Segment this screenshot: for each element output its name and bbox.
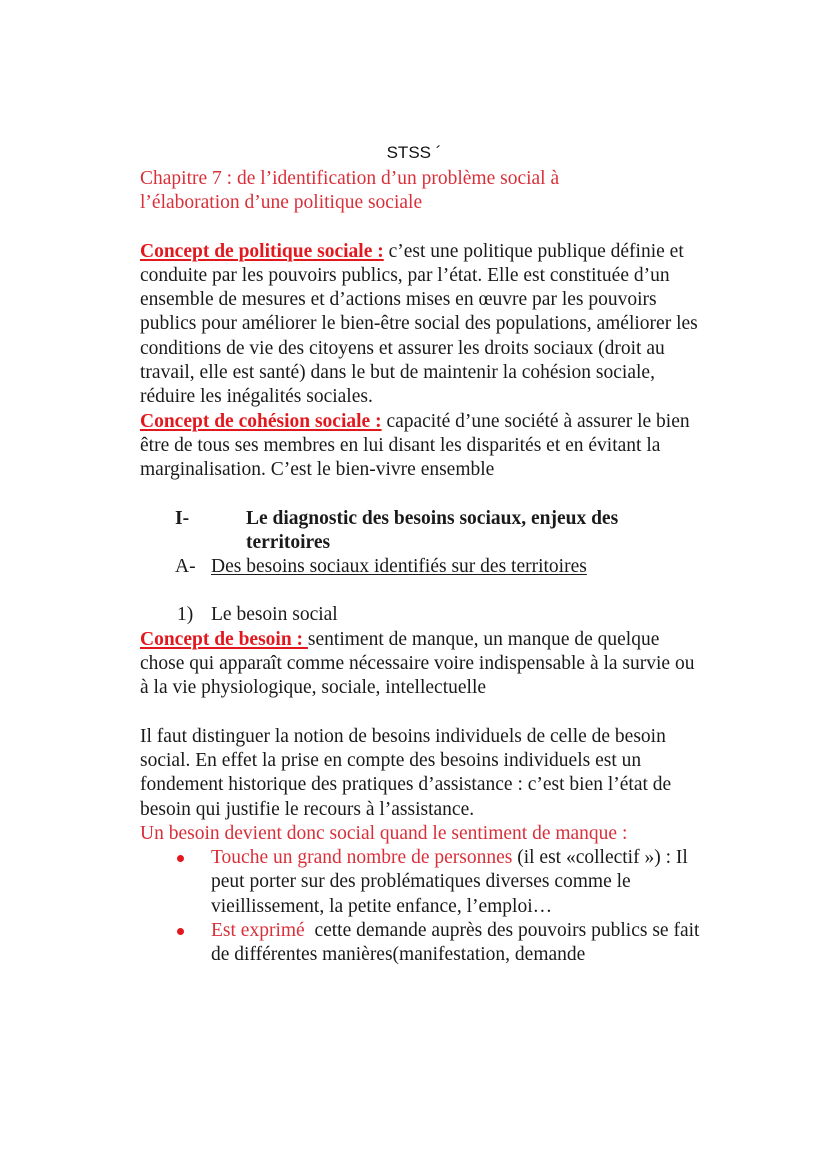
section-number: I- [175,507,190,529]
chapter-title-line2: l’élaboration d’une politique sociale [140,192,423,214]
chapter-title [140,167,700,216]
item-title: Le besoin social [211,604,338,626]
concept-label: Concept de cohésion sociale : [140,410,382,432]
concept-definition: c’est une politique publique définie et conduite par les pouvoirs publics, par l’état. Elle est constituée d’un ensemble de mesures et d’actions mises en œuvre par les pouvoirs publics pour améliorer le bien-être social des populations, améliorer les conditions de vie des citoyens et assurer les droits sociaux (droit au travail, elle est santé) dans le but de maintenir la cohésion sociale, réduire les inégalités sociales. [140,240,698,408]
list-item-text: cette demande auprès des pouvoirs publics se fait de différentes manières(manifestation, demande [211,920,705,966]
concept-label: Concept de besoin : [140,628,308,650]
section-heading-I [175,507,700,556]
concept-besoin [140,628,700,701]
header-title-text: STSS ´ [386,143,442,162]
document-body [140,167,705,968]
concept-label: Concept de politique sociale : [140,240,384,262]
section-title [246,507,618,556]
bullet-dot-icon [175,846,211,919]
chapter-title-line1: Chapitre 7 : de l’identification d’un problème social à [140,168,560,189]
list-item-text: (il est «collectif ») : Il peut porter sur des problématiques diverses comme le vieillissement, la petite enfance, l’emploi… [211,847,688,917]
concept-politique-sociale [140,240,700,410]
section-title-line2: territoires [246,531,331,553]
paragraph-devient-social: Un besoin devient donc social quand le sentiment de manque : [140,822,628,844]
paragraph-distinction: Il faut distinguer la notion de besoins individuels de celle de besoin social. En effet la prise en compte des besoins individuels est un fondement historique des pratiques d’assistance : c’est bien l’état de besoin qui justifie le recours à l’assistance. [140,725,672,820]
bullet-dot-icon [175,919,211,968]
list-item-body [211,846,700,919]
concept-cohesion-sociale [140,410,700,483]
list-item-body [211,919,705,968]
subsection-number: A- [175,556,196,578]
list-item [175,846,700,919]
bullet-list [140,846,705,967]
spacer [140,216,700,240]
list-item-lead: Touche un grand nombre de personnes [211,847,513,869]
page-header [0,143,828,163]
list-item-lead: Est exprimé [211,920,305,942]
spacer [140,701,700,725]
section-title-line1: Le diagnostic des besoins sociaux, enjeux des [246,507,619,529]
list-item [175,919,705,968]
numbered-heading-1 [177,603,700,627]
spacer [140,579,700,603]
spacer [140,483,700,507]
subsection-heading-A [175,555,700,579]
subsection-title: Des besoins sociaux identifiés sur des territoires [211,556,587,578]
item-number: 1) [177,604,194,626]
concept-definition: capacité d’une société à assurer le bien être de tous ses membres en lui disant les disparités et en évitant la marginalisation. C’est le bien-vivre ensemble [140,410,690,481]
concept-definition: sentiment de manque, un manque de quelque chose qui apparaît comme nécessaire voire indispensable à la survie ou à la vie physiologique, sociale, intellectuelle [140,628,695,699]
